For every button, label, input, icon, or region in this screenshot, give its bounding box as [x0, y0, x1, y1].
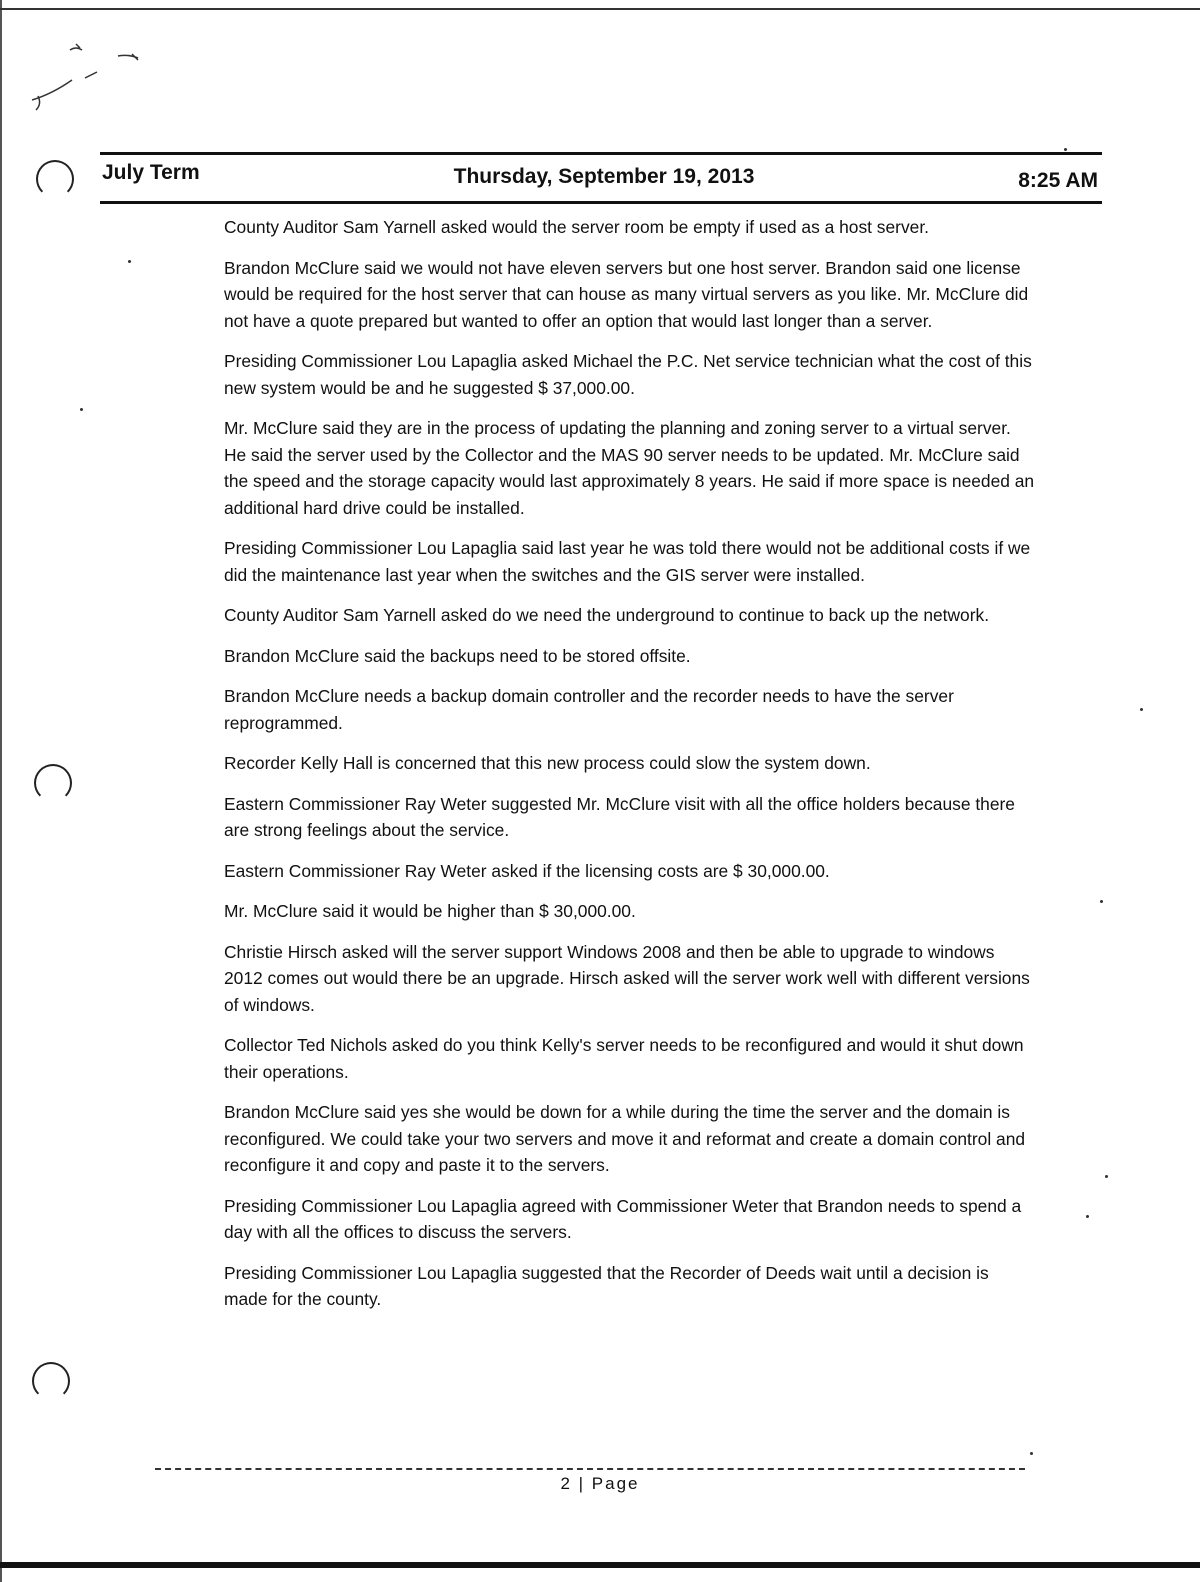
- page-left-edge: [0, 0, 2, 1582]
- minutes-paragraph: Presiding Commissioner Lou Lapaglia suggested that the Recorder of Deeds wait until a decision is made for the county.: [224, 1262, 989, 1309]
- header-time: 8:25 AM: [1018, 169, 1098, 192]
- bottom-scan-edge: [0, 1562, 1200, 1568]
- minutes-paragraph: Eastern Commissioner Ray Weter asked if the licensing costs are $ 30,000.00.: [224, 860, 830, 881]
- minutes-paragraph: County Auditor Sam Yarnell asked would the server room be empty if used as a host server.: [224, 217, 929, 237]
- header-date: Thursday, September 19, 2013: [453, 165, 755, 188]
- footer-rule: [155, 1468, 1025, 1470]
- handwritten-mark: [30, 38, 160, 128]
- scan-speck: [1086, 1215, 1089, 1218]
- page-header: [100, 152, 1102, 204]
- scan-speck: [1140, 708, 1143, 711]
- minutes-body: [224, 214, 1036, 1327]
- minutes-paragraph: Presiding Commissioner Lou Lapaglia said last year he was told there would not be additional costs if we did the maintenance last year when the switches and the GIS server were installed.: [224, 538, 1031, 585]
- page-number: 2 | Page: [560, 1474, 640, 1493]
- header-term: July Term: [102, 161, 200, 184]
- minutes-paragraph: Brandon McClure said the backups need to be stored offsite.: [224, 645, 691, 666]
- minutes-paragraph: Brandon McClure said we would not have eleven servers but one host server. Brandon said one license would be required for the host server that can house as many virtual servers as you like. Mr. McClure did not have a quote prepared but wanted to offer an option that would last longer than a server.: [224, 257, 1029, 331]
- minutes-paragraph: Brandon McClure said yes she would be down for a while during the time the server and the domain is reconfigured. We could take your two servers and move it and reformat and create a domain control and reconfigure it and copy and paste it to the servers.: [224, 1102, 1026, 1175]
- punch-hole-middle: [34, 764, 72, 802]
- scan-speck: [1064, 148, 1067, 151]
- minutes-paragraph: Recorder Kelly Hall is concerned that this new process could slow the system down.: [224, 753, 871, 773]
- minutes-paragraph: Brandon McClure needs a backup domain controller and the recorder needs to have the server reprogrammed.: [224, 686, 954, 733]
- minutes-paragraph: Eastern Commissioner Ray Weter suggested Mr. McClure visit with all the office holders because there are strong feelings about the service.: [224, 793, 1015, 840]
- minutes-paragraph: Christie Hirsch asked will the server support Windows 2008 and then be able to upgrade to windows 2012 comes out would there be an upgrade. Hirsch asked will the server work well with different versions of windows.: [224, 941, 1030, 1015]
- scan-speck: [1030, 1452, 1033, 1455]
- punch-hole-bottom: [32, 1362, 70, 1400]
- minutes-paragraph: Presiding Commissioner Lou Lapaglia agreed with Commissioner Weter that Brandon needs to spend a day with all the offices to discuss the servers.: [224, 1195, 1022, 1242]
- scan-speck: [80, 408, 83, 411]
- scan-speck: [1105, 1175, 1108, 1178]
- scan-speck: [1100, 900, 1103, 903]
- minutes-paragraph: Collector Ted Nichols asked do you think Kelly's server needs to be reconfigured and would it shut down their operations.: [224, 1035, 1024, 1082]
- punch-hole-top: [36, 160, 74, 198]
- minutes-paragraph: Presiding Commissioner Lou Lapaglia asked Michael the P.C. Net service technician what the cost of this new system would be and he suggested $ 37,000.00.: [224, 351, 1032, 398]
- minutes-paragraph: Mr. McClure said they are in the process of updating the planning and zoning server to a virtual server. He said the server used by the Collector and the MAS 90 server needs to be updated. Mr. McClure said the speed and the storage capacity would last approximately 8 years. He said if more space is needed an additional hard drive could be installed.: [224, 418, 1035, 518]
- scan-speck: [128, 260, 131, 263]
- minutes-paragraph: Mr. McClure said it would be higher than $ 30,000.00.: [224, 901, 636, 921]
- minutes-paragraph: County Auditor Sam Yarnell asked do we need the underground to continue to back up the network.: [224, 605, 990, 625]
- top-scan-line: [0, 8, 1200, 10]
